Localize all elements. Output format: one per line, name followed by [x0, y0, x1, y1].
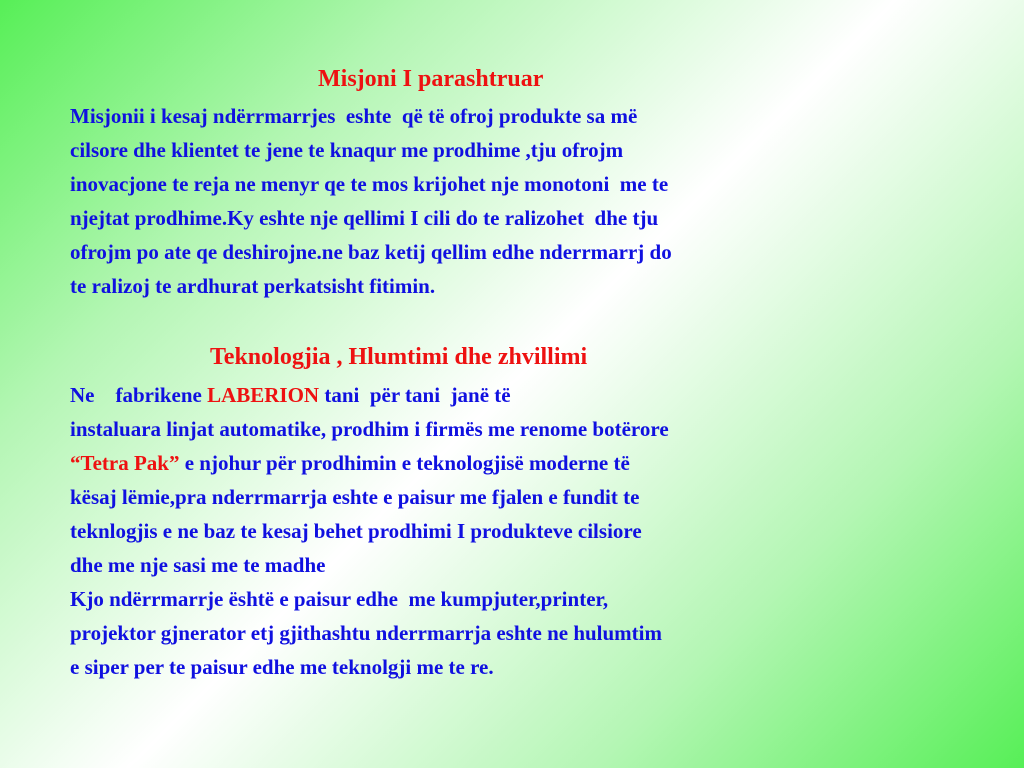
mission-line-6: te ralizoj te ardhurat perkatsisht fitimin.: [70, 274, 436, 298]
mission-line-2: cilsore dhe klientet te jene te knaqur me prodhime ,tju ofrojm: [70, 138, 624, 162]
technology-heading: Teknologjia , Hlumtimi dhe zhvillimi: [210, 344, 588, 370]
technology-line-1-prefix: Ne fabrikene: [70, 383, 208, 407]
technology-line-2: instaluara linjat automatike, prodhim i firmës me renome botërore: [70, 417, 669, 441]
mission-line-3: inovacjone te reja ne menyr qe te mos krijohet nje monotoni me te: [70, 172, 669, 196]
technology-line-6: dhe me nje sasi me te madhe: [70, 553, 326, 577]
technology-line-9: e siper per te paisur edhe me teknolgji me te re.: [70, 655, 494, 679]
technology-line-3-suffix: e njohur për prodhimin e teknologjisë moderne të: [179, 451, 630, 475]
technology-line-1-suffix: tani për tani janë të: [319, 383, 511, 407]
technology-line-3: [70, 453, 630, 474]
technology-line-7: Kjo ndërrmarrje është e paisur edhe me kumpjuter,printer,: [70, 587, 609, 611]
technology-line-5: teknlogjis e ne baz te kesaj behet prodhimi I produkteve cilsiore: [70, 519, 642, 543]
mission-line-1: Misjonii i kesaj ndërrmarrjes eshte që të ofroj produkte sa më: [70, 104, 638, 128]
mission-line-4: njejtat prodhime.Ky eshte nje qellimi I cili do te ralizohet dhe tju: [70, 206, 659, 230]
mission-heading: Misjoni I parashtruar: [318, 66, 544, 92]
technology-line-1: [70, 385, 511, 406]
technology-line-4: kësaj lëmie,pra nderrmarrja eshte e paisur me fjalen e fundit te: [70, 485, 640, 509]
company-name: LABERION: [207, 383, 320, 407]
brand-name: “Tetra Pak”: [70, 451, 180, 475]
technology-line-8: projektor gjnerator etj gjithashtu nderrmarrja eshte ne hulumtim: [70, 621, 662, 645]
mission-line-5: ofrojm po ate qe deshirojne.ne baz ketij qellim edhe nderrmarrj do: [70, 240, 672, 264]
